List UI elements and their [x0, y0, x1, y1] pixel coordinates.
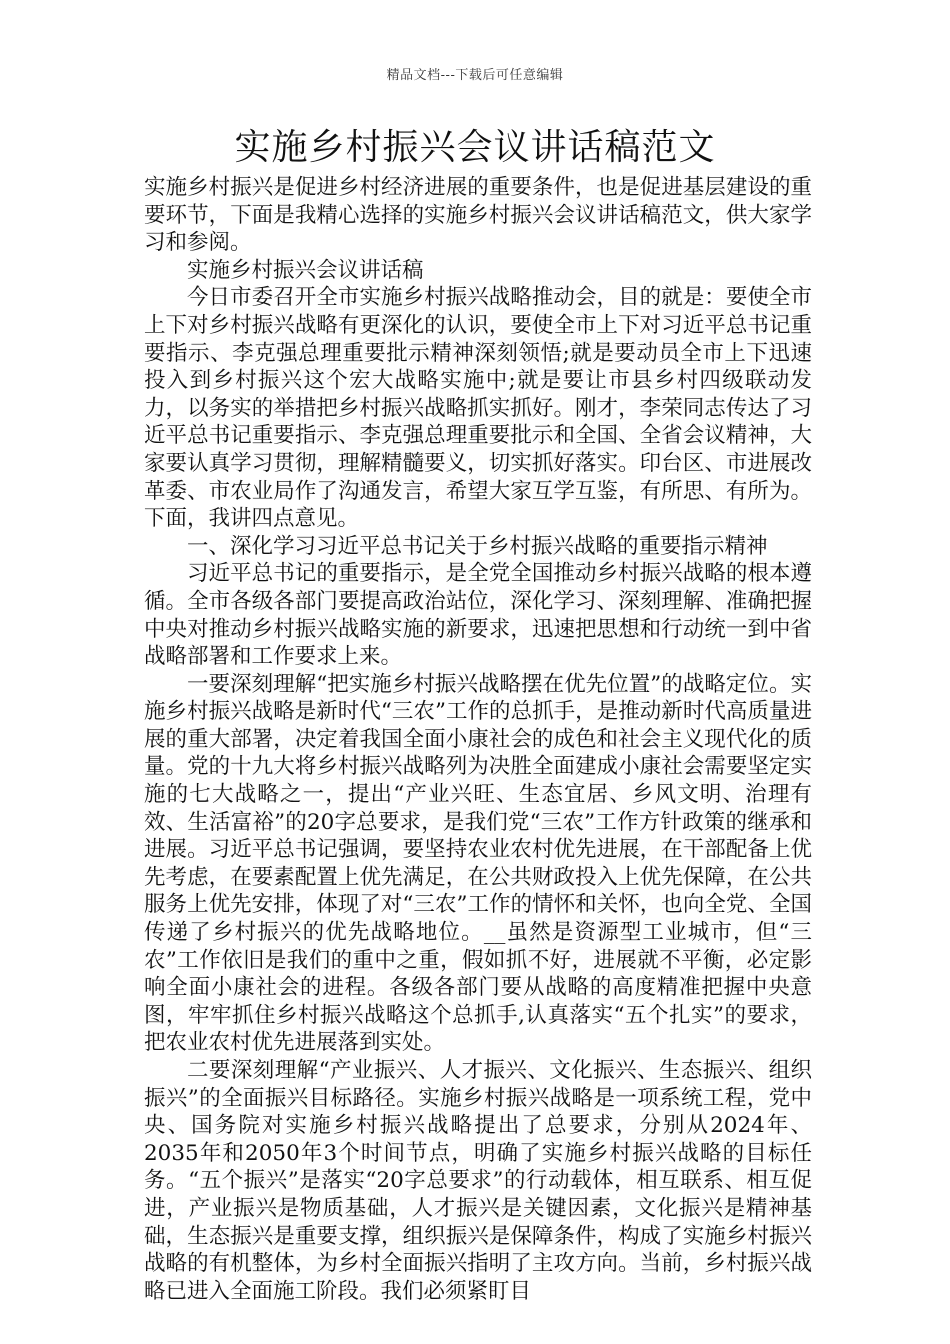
page-title: 实施乡村振兴会议讲话稿范文 — [234, 127, 716, 168]
paragraph-section-1: 习近平总书记的重要指示，是全党全国推动乡村振兴战略的根本遵循。全市各级各部门要提高政治站位，深化学习、深刻理解、准确把握中央对推动乡村振兴战略实施的新要求，迅速把思想和行动统一到中省战略部署和工作要求上来。 — [144, 561, 812, 670]
section-heading-1: 一、深化学习习近平总书记关于乡村振兴战略的重要指示精神 — [187, 533, 768, 559]
document-body — [144, 174, 812, 1305]
paragraph-point-1: 一要深刻理解“把实施乡村振兴战略摆在优先位置”的战略定位。实施乡村振兴战略是新时代“三农”工作的总抓手，是推动新时代高质量进展的重大部署，决定着我国全面小康社会的成色和社会主义现代化的质量。党的十九大将乡村振兴战略列为决胜全面建成小康社会需要坚定实施的七大战略之一，提出“产业兴旺、生态宜居、乡风文明、治理有效、生活富裕”的20字总要求，是我们党“三农”工作方针政策的继承和进展。习近平总书记强调，要坚持农业农村优先进展，在干部配备上优先考虑，在要素配置上优先满足，在公共财政投入上优先保障，在公共服务上优先安排，体现了对“三农”工作的情怀和关怀，也向全党、全国传递了乡村振兴的优先战略地位。__虽然是资源型工业城市，但“三农”工作依旧是我们的重中之重，假如抓不好，进展就不平衡，必定影响全面小康社会的进程。各级各部门要从战略的高度精准把握中央意图，牢牢抓住乡村振兴战略这个总抓手,认真落实“五个扎实”的要求，把农业农村优先进展落到实处。 — [144, 671, 812, 1056]
paragraph-point-2: 二要深刻理解“产业振兴、人才振兴、文化振兴、生态振兴、组织振兴”的全面振兴目标路径。实施乡村振兴战略是一项系统工程，党中央、国务院对实施乡村振兴战略提出了总要求，分别从2024年、2035年和2050年3个时间节点，明确了实施乡村振兴战略的目标任务。“五个振兴”是落实“20字总要求”的行动载体，相互联系、相互促进，产业振兴是物质基础，人才振兴是关键因素，文化振兴是精神基础，生态振兴是重要支撑，组织振兴是保障条件，构成了实施乡村振兴战略的有机整体，为乡村全面振兴指明了主攻方向。当前，乡村振兴战略已进入全面施工阶段。我们必须紧盯目 — [144, 1058, 812, 1304]
header-note: 精品文档---下载后可任意编辑 — [386, 68, 564, 83]
paragraph-intro: 实施乡村振兴是促进乡村经济进展的重要条件，也是促进基层建设的重要环节，下面是我精心选择的实施乡村振兴会议讲话稿范文，供大家学习和参阅。 — [144, 175, 812, 256]
paragraph-opening: 今日市委召开全市实施乡村振兴战略推动会，目的就是：要使全市上下对乡村振兴战略有更深化的认识，要使全市上下对习近平总书记重要指示、李克强总理重要批示精神深刻领悟;就是要动员全市上下迅速投入到乡村振兴这个宏大战略实施中;就是要让市县乡村四级联动发力，以务实的举措把乡村振兴战略抓实抓好。刚才，李荣同志传达了习近平总书记重要指示、李克强总理重要批示和全国、全省会议精神，大家要认真学习贯彻，理解精髓要义，切实抓好落实。印台区、市进展改革委、市农业局作了沟通发言，希望大家互学互鉴，有所思、有所为。下面，我讲四点意见。 — [144, 285, 812, 532]
paragraph-subtitle: 实施乡村振兴会议讲话稿 — [187, 257, 424, 283]
